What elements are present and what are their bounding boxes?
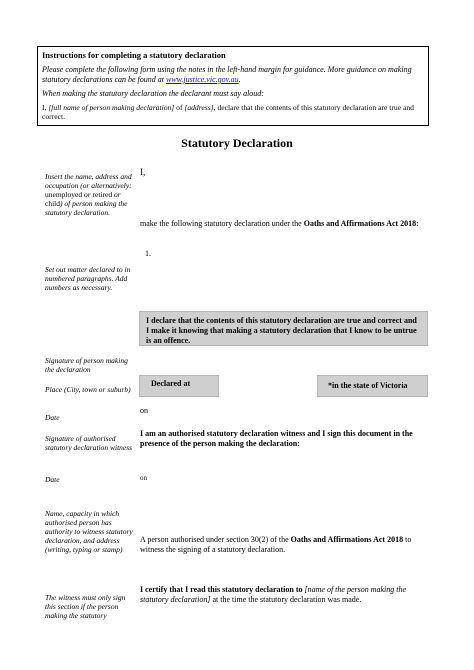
make-declaration: make the following statutory declaration under the Oaths and Affirmations Act 2018: [140, 219, 419, 228]
certify-statement: I certify that I read this statutory declaration to [name of the person making the statutory declaration] at the time the statutory declaration was made. [140, 585, 407, 604]
instructions-paragraph: Please complete the following form using the notes in the left-hand margin for guidance. More guidance on making statutory declarations can be found at www.justice.vic.gov.au. [42, 65, 412, 84]
note-witness-only: The witness must only sign this section if the person making the statutory [45, 593, 126, 620]
page-title: Statutory Declaration [181, 136, 293, 150]
on-date-2: on [140, 474, 147, 482]
note-name-address: Insert the name, address and occupation (or alternatively: unemployed or retired or child) of person making the statutory declaration. [45, 172, 132, 217]
declared-at-label: Declared at [139, 375, 219, 397]
instructions-box [37, 46, 429, 126]
note-date-2: Date [45, 475, 60, 484]
justice-link[interactable]: www.justice.vic.gov.au [166, 75, 239, 84]
declaration-statement: I, [full name of person making declaration] of [address], declare that the contents of this statutory declaration are true and correct. [42, 103, 414, 121]
note-signature-witness: Signature of authorised statutory declaration witness [45, 434, 133, 452]
note-date-1: Date [45, 413, 60, 422]
authorised-person: A person authorised under section 30(2) of the Oaths and Affirmations Act 2018 to witness the signing of a statutory declaration. [140, 535, 412, 554]
witness-statement: I am an authorised statutory declaration witness and I sign this document in the presence of the person making the declaration: [140, 429, 413, 448]
on-date-1: on [140, 406, 148, 415]
note-place: Place (City, town or suburb) [45, 385, 131, 394]
declaration-warning: I declare that the contents of this statutory declaration are true and correct and I make it knowing that making a statutory declaration that I know to be untrue is an offence. [139, 311, 428, 346]
paragraph-number-1: 1. [145, 249, 151, 258]
instructions-title: Instructions for completing a statutory declaration [42, 50, 226, 60]
state-of-victoria: *in the state of Victoria [317, 375, 428, 397]
note-matter: Set out matter declared to in numbered paragraphs. Add numbers as necessary. [45, 265, 131, 292]
instructions-say-aloud: When making the statutory declaration the declarant must say aloud: [42, 89, 264, 98]
note-signature: Signature of person making the declaration [45, 356, 128, 374]
declarant-i: I, [140, 167, 146, 177]
note-capacity: Name, capacity in which authorised person has authority to witness statutory declaration, and address (writing, typing or stamp) [45, 509, 133, 554]
